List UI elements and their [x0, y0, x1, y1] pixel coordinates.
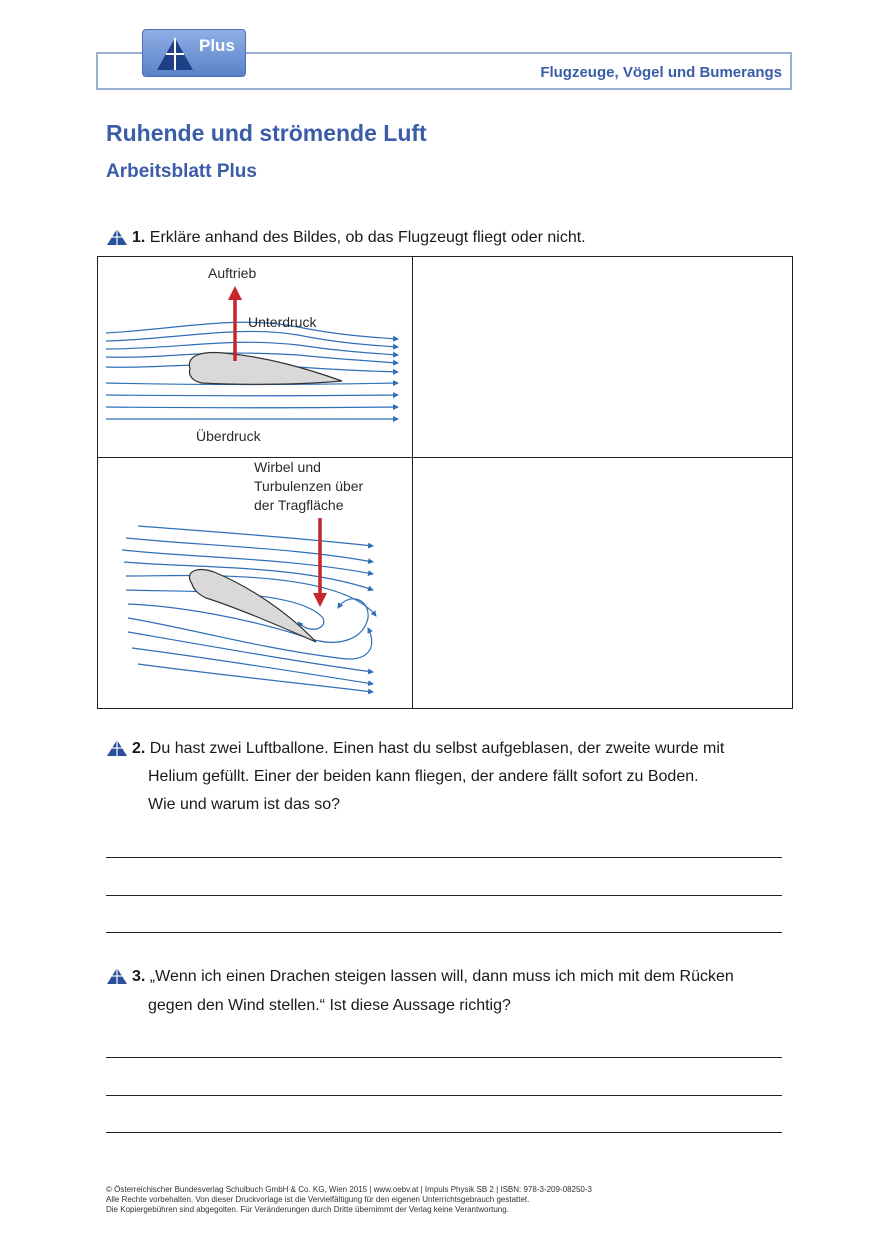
answer-line[interactable] [106, 1057, 782, 1058]
figure-grid [97, 256, 793, 709]
plus-logo [142, 29, 246, 77]
footer-line-2: Alle Rechte vorbehalten. Von dieser Druckvorlage ist die Vervielfältigung für den eigenen Unterrichtsgebrauch gestattet. [106, 1195, 530, 1204]
logo-text: Plus [199, 36, 235, 55]
wing-shape-2 [189, 570, 316, 642]
task-2-line-3: Wie und warum ist das so? [148, 796, 341, 813]
label-low-pressure: Unterdruck [248, 314, 317, 330]
grid-divider-vertical [412, 257, 413, 708]
task-2-line-2: Helium gefüllt. Einer der beiden kann fliegen, der andere fällt sofort zu Boden. [148, 768, 699, 785]
section-title: Flugzeuge, Vögel und Bumerangs [540, 64, 782, 81]
answer-line[interactable] [106, 1095, 782, 1096]
task-1-number: 1. [132, 229, 146, 246]
answer-line[interactable] [106, 1132, 782, 1133]
task-3-pyramid-icon [106, 967, 128, 985]
page-title: Ruhende und strömende Luft [106, 120, 427, 146]
task-3-line-1: „Wenn ich einen Drachen steigen lassen will, dann muss ich mich mit dem Rücken [149, 968, 734, 985]
footer [106, 1185, 592, 1215]
answer-line[interactable] [106, 895, 782, 896]
footer-line-3: Die Kopiergebühren sind abgegolten. Für Veränderungen durch Dritte übernimmt der Verlag keine Verantwortung. [106, 1205, 509, 1214]
page-subtitle: Arbeitsblatt Plus [106, 161, 257, 182]
label-turbulence-2: Turbulenzen über [254, 478, 364, 494]
task-2-line-1: Du hast zwei Luftballone. Einen hast du selbst aufgeblasen, der zweite wurde mit [149, 740, 725, 757]
task-2-number: 2. [132, 740, 146, 757]
label-turbulence-1: Wirbel und [254, 459, 321, 475]
task-3-line-2: gegen den Wind stellen.“ Ist diese Aussage richtig? [148, 997, 511, 1014]
task-1 [132, 224, 586, 252]
task-3 [132, 963, 734, 991]
label-lift: Auftrieb [208, 265, 257, 281]
answer-line[interactable] [106, 932, 782, 933]
task-3-number: 3. [132, 968, 146, 985]
label-high-pressure: Überdruck [196, 428, 261, 444]
answer-line[interactable] [106, 857, 782, 858]
task-2-pyramid-icon [106, 739, 128, 757]
task-1-pyramid-icon [106, 228, 128, 246]
task-2 [132, 735, 724, 763]
pyramid-icon [155, 36, 195, 72]
footer-line-1: © Österreichischer Bundesverlag Schulbuch GmbH & Co. KG, Wien 2015 | www.oebv.at | Impuls Physik SB 2 | ISBN: 978-3-209-08250-3 [106, 1185, 592, 1194]
label-turbulence-3: der Tragfläche [254, 497, 344, 513]
task-1-text: Erkläre anhand des Bildes, ob das Flugzeugt fliegt oder nicht. [149, 229, 586, 246]
